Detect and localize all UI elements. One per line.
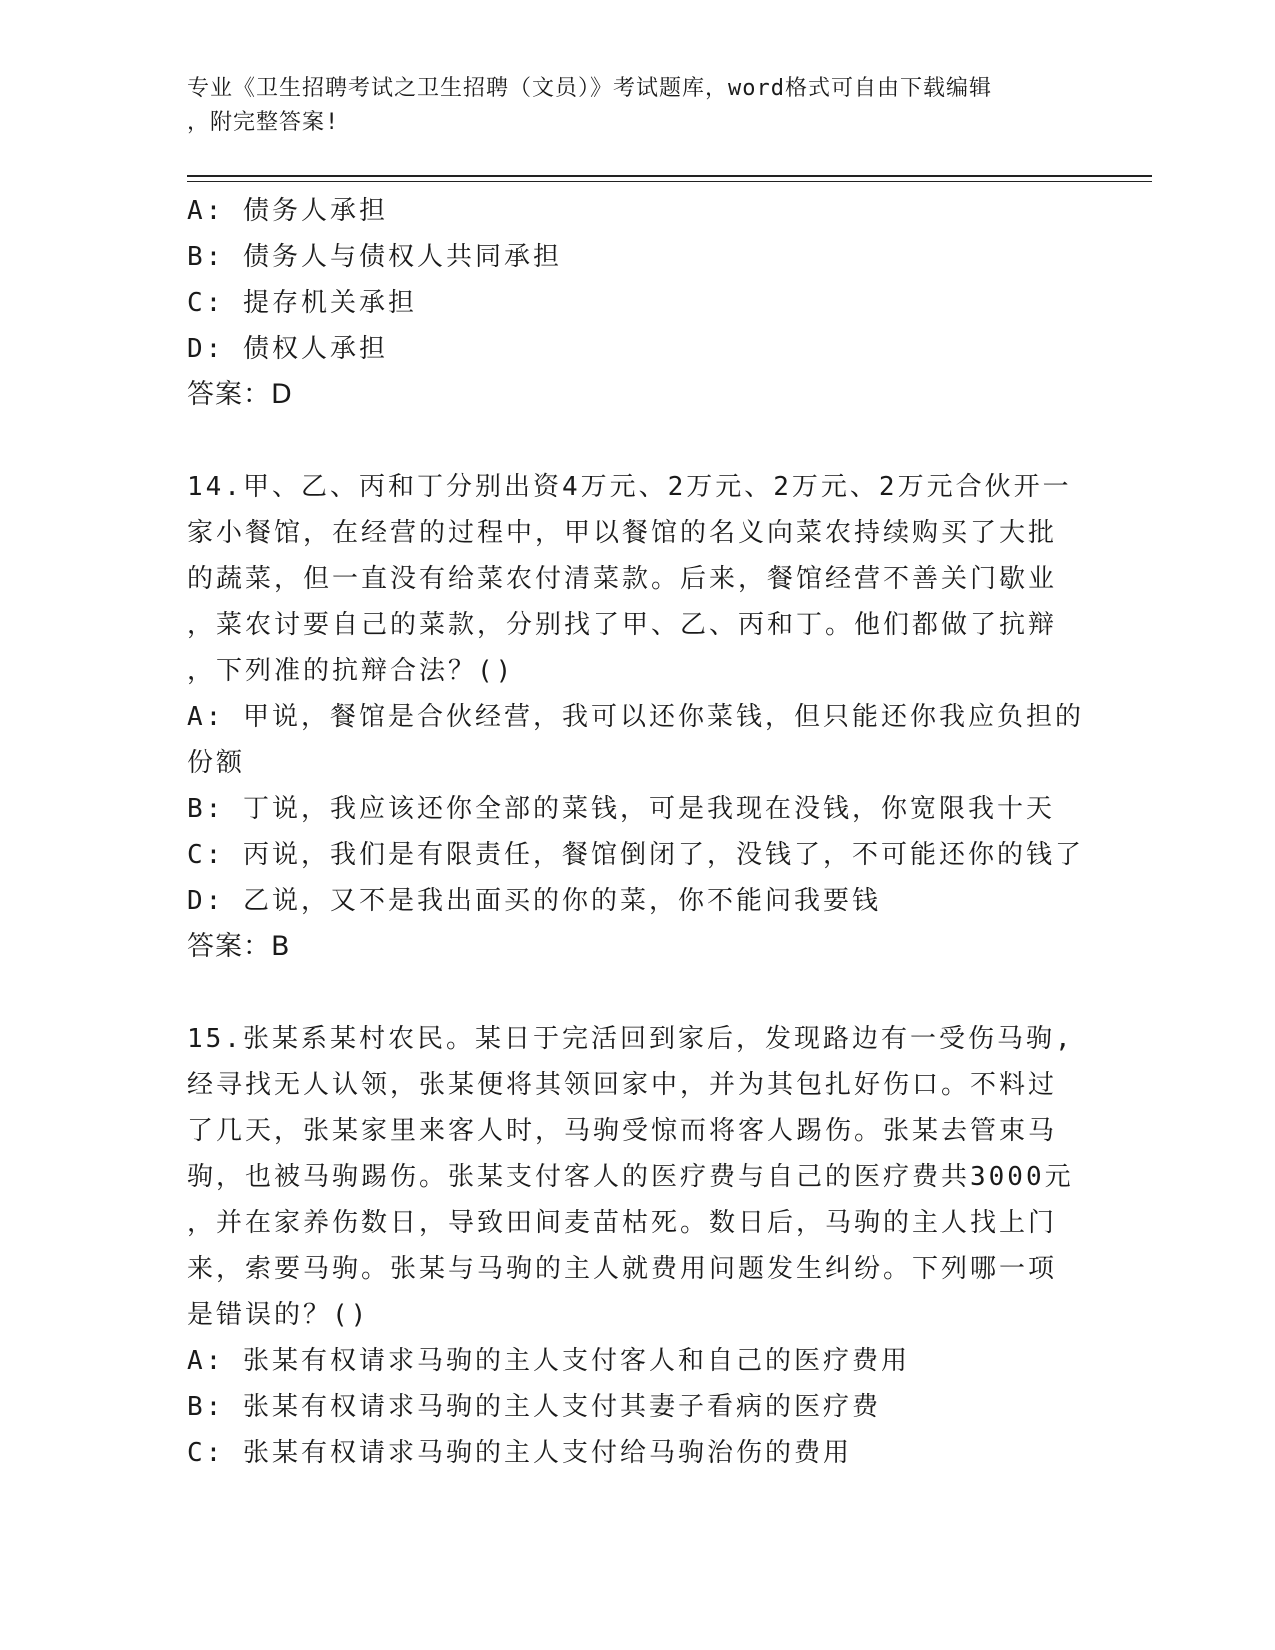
question-text-line: 15.张某系某村农民。某日于完活回到家后，发现路边有一受伤马驹, xyxy=(187,1024,1074,1054)
question-text-line: 的蔬菜，但一直没有给菜农付清菜款。后来，餐馆经营不善关门歇业 xyxy=(187,564,1058,594)
spacer xyxy=(187,970,1087,1016)
question-text-line: 是错误的？() xyxy=(187,1300,370,1330)
header-line-1: 专业《卫生招聘考试之卫生招聘（文员）》考试题库，word格式可自由下载编辑 xyxy=(187,76,992,101)
question-15 xyxy=(187,1016,1087,1476)
question-text-line: ，菜农讨要自己的菜款，分别找了甲、乙、丙和丁。他们都做了抗辩 xyxy=(187,610,1058,640)
header-divider-thin xyxy=(187,181,1152,182)
document-header xyxy=(187,72,1067,140)
option-b: B: 张某有权请求马驹的主人支付其妻子看病的医疗费 xyxy=(187,1392,881,1422)
question-text-line: 了几天，张某家里来客人时，马驹受惊而将客人踢伤。张某去管束马 xyxy=(187,1116,1058,1146)
question-text-line: 来，索要马驹。张某与马驹的主人就费用问题发生纠纷。下列哪一项 xyxy=(187,1254,1058,1284)
question-content xyxy=(187,188,1087,1476)
option-c: C: 丙说，我们是有限责任，餐馆倒闭了，没钱了，不可能还你的钱了 xyxy=(187,840,1084,870)
option-a-continued: 份额 xyxy=(187,748,246,778)
answer-line: 答案：B xyxy=(187,931,291,962)
option-d: D: 乙说，又不是我出面买的你的菜，你不能问我要钱 xyxy=(187,886,881,916)
question-text-line: 经寻找无人认领，张某便将其领回家中，并为其包扎好伤口。不料过 xyxy=(187,1070,1058,1100)
option-d: D: 债权人承担 xyxy=(187,334,388,364)
question-text-line: 14.甲、乙、丙和丁分别出资4万元、2万元、2万元、2万元合伙开一 xyxy=(187,472,1072,502)
question-text-line: 家小餐馆，在经营的过程中，甲以餐馆的名义向菜农持续购买了大批 xyxy=(187,518,1058,548)
option-a: A: 张某有权请求马驹的主人支付客人和自己的医疗费用 xyxy=(187,1346,910,1376)
answer-line: 答案：D xyxy=(187,379,293,410)
option-b: B: 债务人与债权人共同承担 xyxy=(187,242,562,272)
question-13-tail xyxy=(187,188,1087,418)
header-line-2: ，附完整答案! xyxy=(187,110,340,135)
option-c: C: 提存机关承担 xyxy=(187,288,417,318)
option-a: A: 债务人承担 xyxy=(187,196,388,226)
spacer xyxy=(187,418,1087,464)
question-14 xyxy=(187,464,1087,970)
option-a: A: 甲说，餐馆是合伙经营，我可以还你菜钱，但只能还你我应负担的 xyxy=(187,702,1084,732)
question-text-line: ，下列准的抗辩合法？() xyxy=(187,656,515,686)
question-text-line: ，并在家养伤数日，导致田间麦苗枯死。数日后，马驹的主人找上门 xyxy=(187,1208,1058,1238)
question-text-line: 驹，也被马驹踢伤。张某支付客人的医疗费与自己的医疗费共3000元 xyxy=(187,1162,1074,1192)
option-c: C: 张某有权请求马驹的主人支付给马驹治伤的费用 xyxy=(187,1438,852,1468)
header-divider-thick xyxy=(187,175,1152,177)
option-b: B: 丁说，我应该还你全部的菜钱，可是我现在没钱，你宽限我十天 xyxy=(187,794,1055,824)
